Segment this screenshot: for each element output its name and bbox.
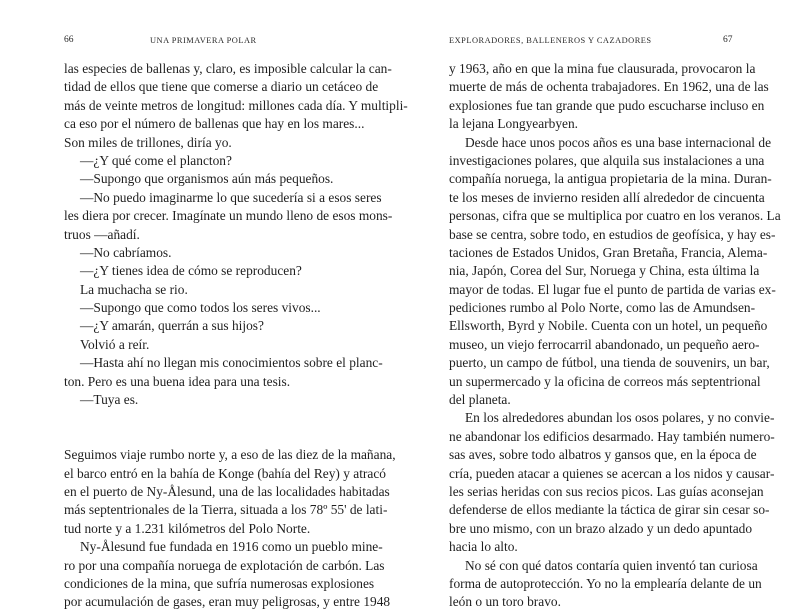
- text-line: más de veinte metros de longitud: millones cada día. Y multipli-: [64, 97, 408, 113]
- right-page: [400, 0, 800, 613]
- paragraph: [64, 189, 393, 244]
- text-line: investigaciones polares, que alquila sus instalaciones a una: [449, 152, 765, 168]
- paragraph: [64, 262, 350, 280]
- paragraph: [64, 391, 350, 409]
- text-line: personas, cifra que se multiplica por cuatro en los veranos. La: [449, 208, 781, 224]
- section-break: [64, 409, 350, 427]
- text-line: Seguimos viaje rumbo norte y, a eso de las diez de la mañana,: [64, 447, 396, 463]
- text-line: por acumulación de gases, eran muy peligrosas, y entre 1948: [64, 594, 391, 610]
- text-line: el barco entró en la bahía de Konge (bahía del Rey) y atracó: [64, 465, 386, 481]
- text-line: tud norte y a 1.231 kilómetros del Polo Norte.: [64, 520, 311, 536]
- text-line: truos —añadí.: [64, 226, 140, 242]
- paragraph: [64, 446, 396, 538]
- text-line: las especies de ballenas y, claro, es imposible calcular la can-: [64, 61, 392, 76]
- text-line: Ellsworth, Byrd y Nobile. Cuenta con un hotel, un pequeño: [449, 318, 768, 334]
- paragraph: [64, 299, 350, 317]
- text-line: —Hasta ahí no llegan mis conocimientos sobre el planc-: [80, 355, 383, 371]
- text-line: —No puedo imaginarme lo que sucedería si a esos seres: [80, 189, 382, 205]
- text-line: del planeta.: [449, 392, 511, 408]
- text-line: compañía noruega, la antigua propietaria de la mina. Duran-: [449, 171, 772, 187]
- text-line: cría, pueden atacar a quienes se acercan a los nidos y causar-: [449, 465, 775, 481]
- page-number: 66: [64, 35, 74, 45]
- text-line: ca eso por el número de ballenas que hay en los mares...: [64, 116, 365, 132]
- text-line: pediciones rumbo al Polo Norte, como las de Amundsen-: [449, 300, 756, 316]
- text-line: bre uno mismo, con un brazo alzado y un dedo apuntado: [449, 520, 753, 536]
- paragraph: [64, 538, 391, 612]
- text-line: y 1963, año en que la mina fue clausurada, provocaron la: [449, 61, 756, 76]
- text-line: condiciones de la mina, que sufría numerosas explosiones: [64, 575, 375, 591]
- text-line: muerte de más de ochenta trabajadores. En 1962, una de las: [449, 79, 769, 95]
- text-line: No sé con qué datos contaría quien inventó tan curiosa: [465, 557, 758, 573]
- text-line: ro por una compañía noruega de explotación de carbón. Las: [64, 557, 385, 573]
- text-line: defenderse de ellos mediante la táctica de girar sin cesar so-: [449, 502, 770, 518]
- paragraph: [449, 557, 762, 612]
- body-text: [64, 60, 408, 612]
- text-line: la lejana Longyearbyen.: [449, 116, 579, 132]
- text-line: —¿Y amarán, querrán a sus hijos?: [80, 318, 264, 334]
- text-line: En los alrededores abundan los osos polares, y no convie-: [465, 410, 775, 426]
- text-line: La muchacha se rio.: [80, 281, 188, 297]
- text-line: —Supongo que como todos los seres vivos...: [80, 300, 321, 316]
- text-line: —No cabríamos.: [80, 244, 172, 260]
- text-line: base se centra, sobre todo, en estudios de geofísica, y hay es-: [449, 226, 776, 242]
- text-line: Ny-Ålesund fue fundada en 1916 como un pueblo mine-: [80, 539, 383, 555]
- text-line: nia, Japón, Corea del Sur, Noruega y China, esta última la: [449, 263, 760, 279]
- text-line: explosiones fue tan grande que pudo escucharse incluso en: [449, 97, 765, 113]
- text-line: hacia lo alto.: [449, 539, 518, 555]
- text-line: ton. Pero es una buena idea para una tesis.: [64, 373, 291, 389]
- section-break: [64, 428, 350, 446]
- text-line: ne abandonar los edificios desarmado. Hay también numero-: [449, 428, 775, 444]
- body-text: [449, 60, 781, 612]
- running-head: EXPLORADORES, BALLENEROS Y CAZADORES: [449, 36, 652, 45]
- paragraph: [64, 170, 350, 188]
- paragraph: [449, 134, 781, 410]
- page-number: 67: [723, 35, 733, 45]
- paragraph: [449, 409, 775, 556]
- text-line: león o un toro bravo.: [449, 594, 561, 610]
- text-line: te los meses de invierno residen allí alrededor de cincuenta: [449, 189, 765, 205]
- paragraph: [64, 152, 350, 170]
- text-line: —Tuya es.: [80, 392, 139, 408]
- text-line: tidad de ellos que tiene que comerse a diario un cetáceo de: [64, 79, 379, 95]
- text-line: Son miles de trillones, diría yo.: [64, 134, 232, 150]
- text-line: —¿Y tienes idea de cómo se reproducen?: [80, 263, 302, 279]
- paragraph: [64, 336, 350, 354]
- text-line: museo, un viejo ferrocarril abandonado, un pequeño aero-: [449, 336, 760, 352]
- text-line: —¿Y qué come el plancton?: [80, 152, 232, 168]
- text-line: puerto, un campo de fútbol, una tienda de souvenirs, un bar,: [449, 355, 770, 371]
- text-line: taciones de Estados Unidos, Gran Bretaña, Francia, Alema-: [449, 244, 768, 260]
- text-line: forma de autoprotección. Yo no la emplearía delante de un: [449, 575, 762, 591]
- paragraph: [449, 60, 769, 134]
- text-line: en el puerto de Ny-Ålesund, una de las localidades habitadas: [64, 483, 390, 499]
- text-line: más septentrionales de la Tierra, situada a los 78º 55' de lati-: [64, 502, 388, 518]
- paragraph: [64, 60, 408, 152]
- paragraph: [64, 281, 350, 299]
- text-line: Desde hace unos pocos años es una base internacional de: [465, 134, 772, 150]
- text-line: les serias heridas con sus recios picos. Las guías aconsejan: [449, 483, 764, 499]
- running-head: UNA PRIMAVERA POLAR: [150, 36, 257, 45]
- text-line: Volvió a reír.: [80, 336, 150, 352]
- text-line: —Supongo que organismos aún más pequeños.: [80, 171, 334, 187]
- paragraph: [64, 354, 383, 391]
- text-line: sas aves, sobre todo albatros y gansos que, en la época de: [449, 447, 757, 463]
- paragraph: [64, 244, 350, 262]
- paragraph: [64, 317, 350, 335]
- text-line: les diera por crecer. Imagínate un mundo lleno de esos mons-: [64, 208, 393, 224]
- text-line: mayor de todas. El lugar fue el punto de partida de varias ex-: [449, 281, 776, 297]
- text-line: un supermercado y la oficina de correos más septentrional: [449, 373, 761, 389]
